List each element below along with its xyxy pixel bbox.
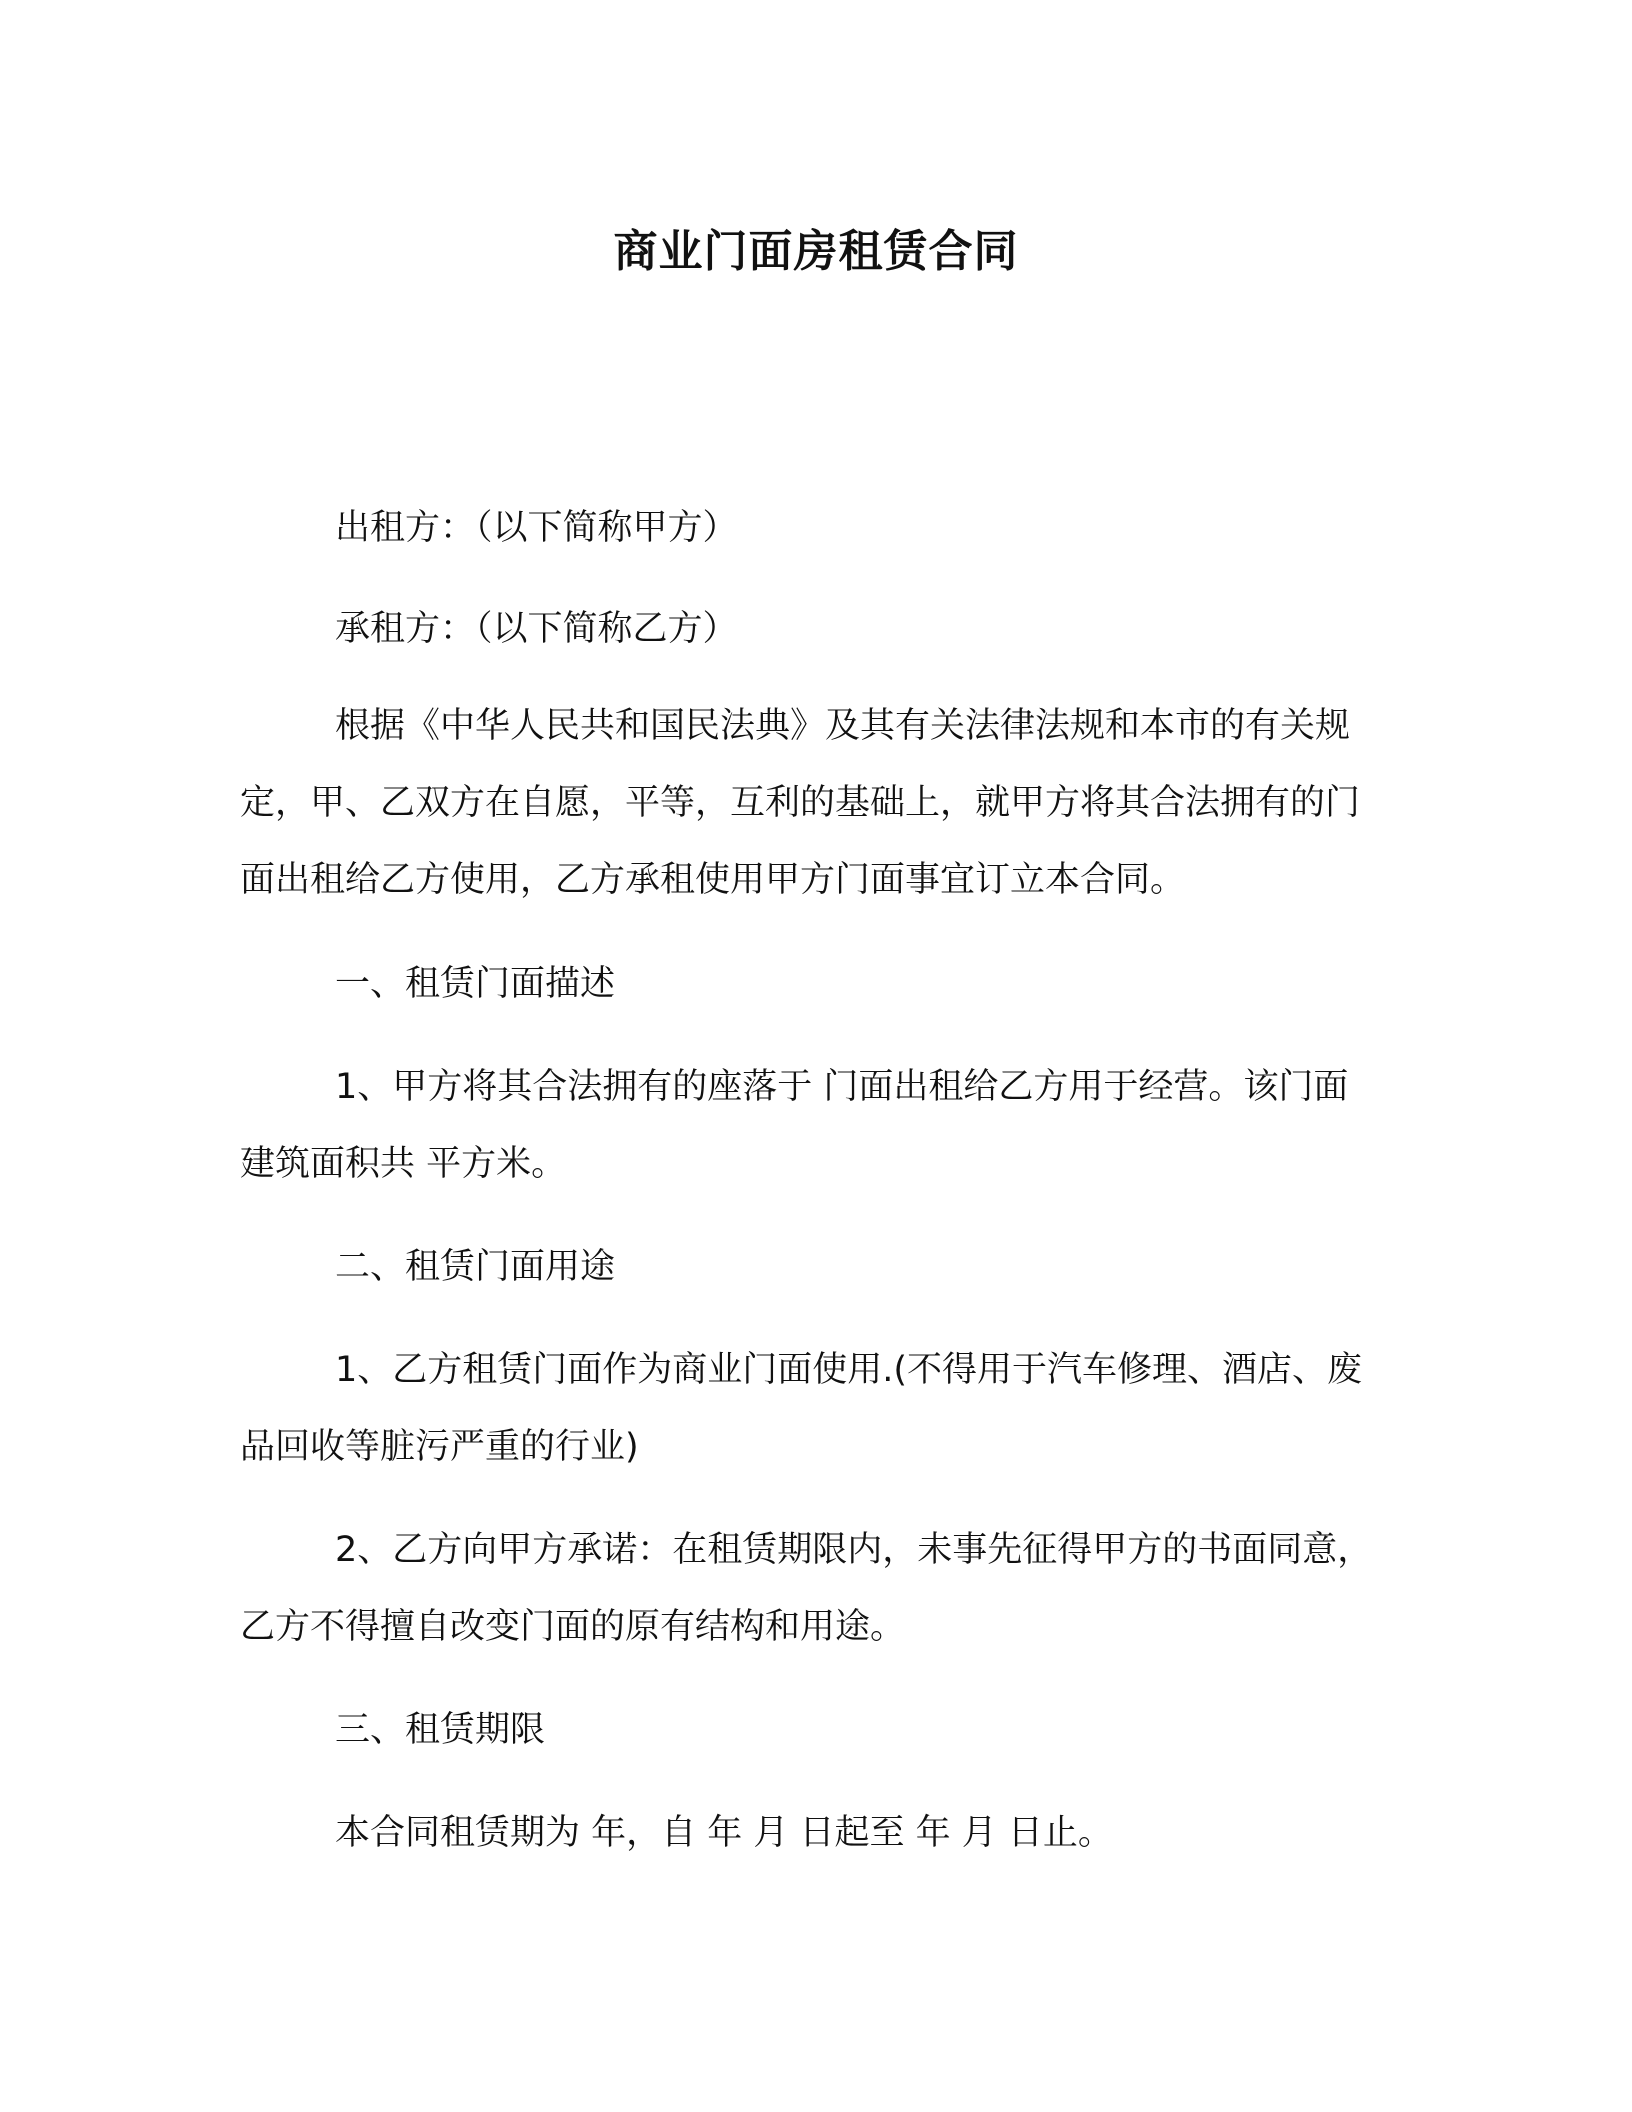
clause-2-1: 1、乙方租赁门面作为商业门面使用.(不得用于汽车修理、酒店、废品回收等脏污严重的行业) (240, 1350, 1363, 1467)
section-heading-2: 二、租赁门面用途 (335, 1247, 616, 1287)
clause-1-1: 1、甲方将其合法拥有的座落于 门面出租给乙方用于经营。该门面建筑面积共 平方米。 (240, 1067, 1349, 1184)
party-b-line: 承租方：（以下简称乙方） (335, 609, 738, 649)
section-heading-1: 一、租赁门面描述 (335, 964, 616, 1004)
clause-2-2: 2、乙方向甲方承诺：在租赁期限内，未事先征得甲方的书面同意，乙方不得擅自改变门面的原有结构和用途。 (240, 1530, 1373, 1647)
clause-3-term: 本合同租赁期为 年，自 年 月 日起至 年 月 日止。 (335, 1813, 1113, 1853)
document-title: 商业门面房租赁合同 (613, 226, 1019, 277)
section-heading-3: 三、租赁期限 (335, 1710, 546, 1750)
party-a-line: 出租方：（以下简称甲方） (335, 508, 738, 548)
preamble-paragraph: 根据《中华人民共和国民法典》及其有关法律法规和本市的有关规定，甲、乙双方在自愿，平等，互利的基础上，就甲方将其合法拥有的门面出租给乙方使用，乙方承租使用甲方门面事宜订立本合同。 (240, 706, 1361, 900)
